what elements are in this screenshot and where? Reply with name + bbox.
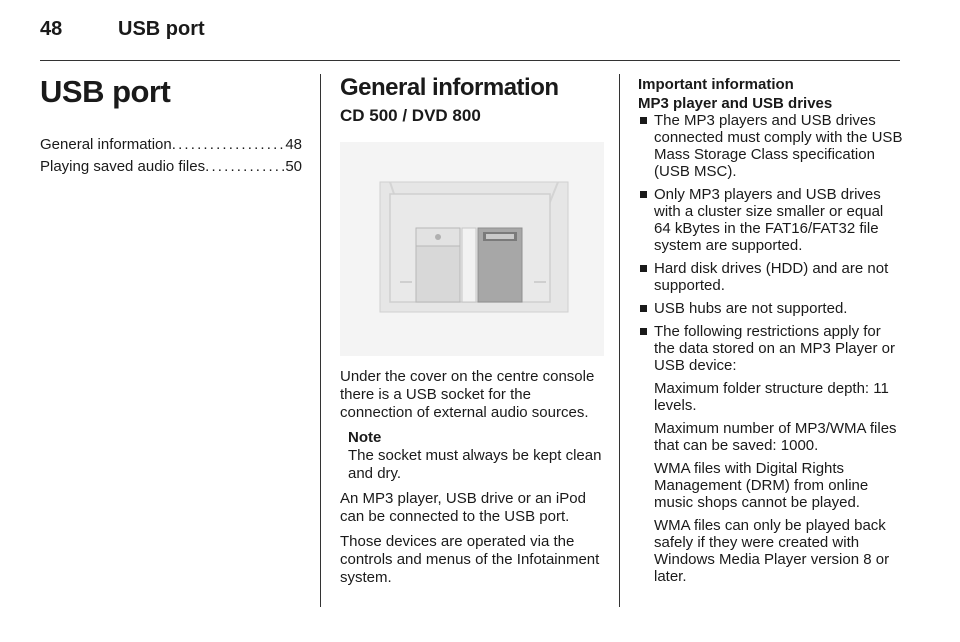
restriction-paragraph: WMA files can only be played back safely if they were created with Windows Media Player version 8 or later.	[654, 517, 890, 585]
restriction-paragraph: WMA files with Digital Rights Management (DRM) from online music shops cannot be played.	[654, 460, 869, 511]
header-rule	[40, 60, 900, 61]
list-item: Hard disk drives (HDD) and are not supported.	[638, 260, 904, 294]
column-important-information	[638, 74, 904, 591]
page-header	[40, 18, 920, 48]
toc-entry-page: 48	[285, 136, 302, 153]
toc-entry-playing-saved-audio-files[interactable]	[40, 156, 302, 178]
column-general-information	[340, 74, 604, 594]
mp3-usb-subheading: MP3 player and USB drives	[638, 95, 833, 112]
section-heading: General information	[340, 74, 559, 101]
list-item: Only MP3 players and USB drives with a cluster size smaller or equal 64 kBytes in the FAT16/FAT32 file system are supported.	[638, 186, 904, 254]
column-divider-2	[619, 74, 620, 607]
section-subheading: CD 500 / DVD 800	[340, 106, 481, 125]
note-text: The socket must always be kept clean and dry.	[348, 447, 602, 482]
toc-entry-page: 50	[285, 158, 302, 175]
note-block	[340, 429, 604, 483]
toc-entry-general-information[interactable]	[40, 134, 302, 156]
important-information-heading: Important information	[638, 76, 794, 93]
column-divider-1	[320, 74, 321, 607]
restriction-paragraph: Maximum number of MP3/WMA files that can be saved: 1000.	[654, 420, 897, 454]
list-item: The following restrictions apply for the data stored on an MP3 Player or USB device:	[638, 323, 904, 374]
restriction-paragraph: Maximum folder structure depth: 11 levels.	[654, 380, 889, 414]
list-item: USB hubs are not supported.	[638, 300, 904, 317]
usb-socket-illustration	[340, 142, 604, 356]
toc-leader	[172, 134, 286, 156]
usb-socket-drawing	[340, 142, 604, 356]
body-paragraph: An MP3 player, USB drive or an iPod can be connected to the USB port.	[340, 490, 586, 525]
note-label: Note	[348, 429, 382, 446]
toc-entry-text: General information	[40, 136, 172, 153]
list-item: The MP3 players and USB drives connected must comply with the USB Mass Storage Class specification (USB MSC).	[638, 112, 904, 180]
chapter-title: USB port	[40, 74, 171, 109]
toc-entry-text: Playing saved audio files	[40, 158, 206, 175]
running-title: USB port	[118, 18, 205, 40]
body-paragraph: Those devices are operated via the controls and menus of the Infotainment system.	[340, 533, 600, 586]
toc-leader	[205, 156, 285, 178]
requirements-list	[638, 112, 904, 374]
body-paragraph: Under the cover on the centre console there is a USB socket for the connection of external audio sources.	[340, 368, 595, 421]
page-number: 48	[40, 18, 63, 40]
column-chapter-toc	[40, 74, 302, 178]
